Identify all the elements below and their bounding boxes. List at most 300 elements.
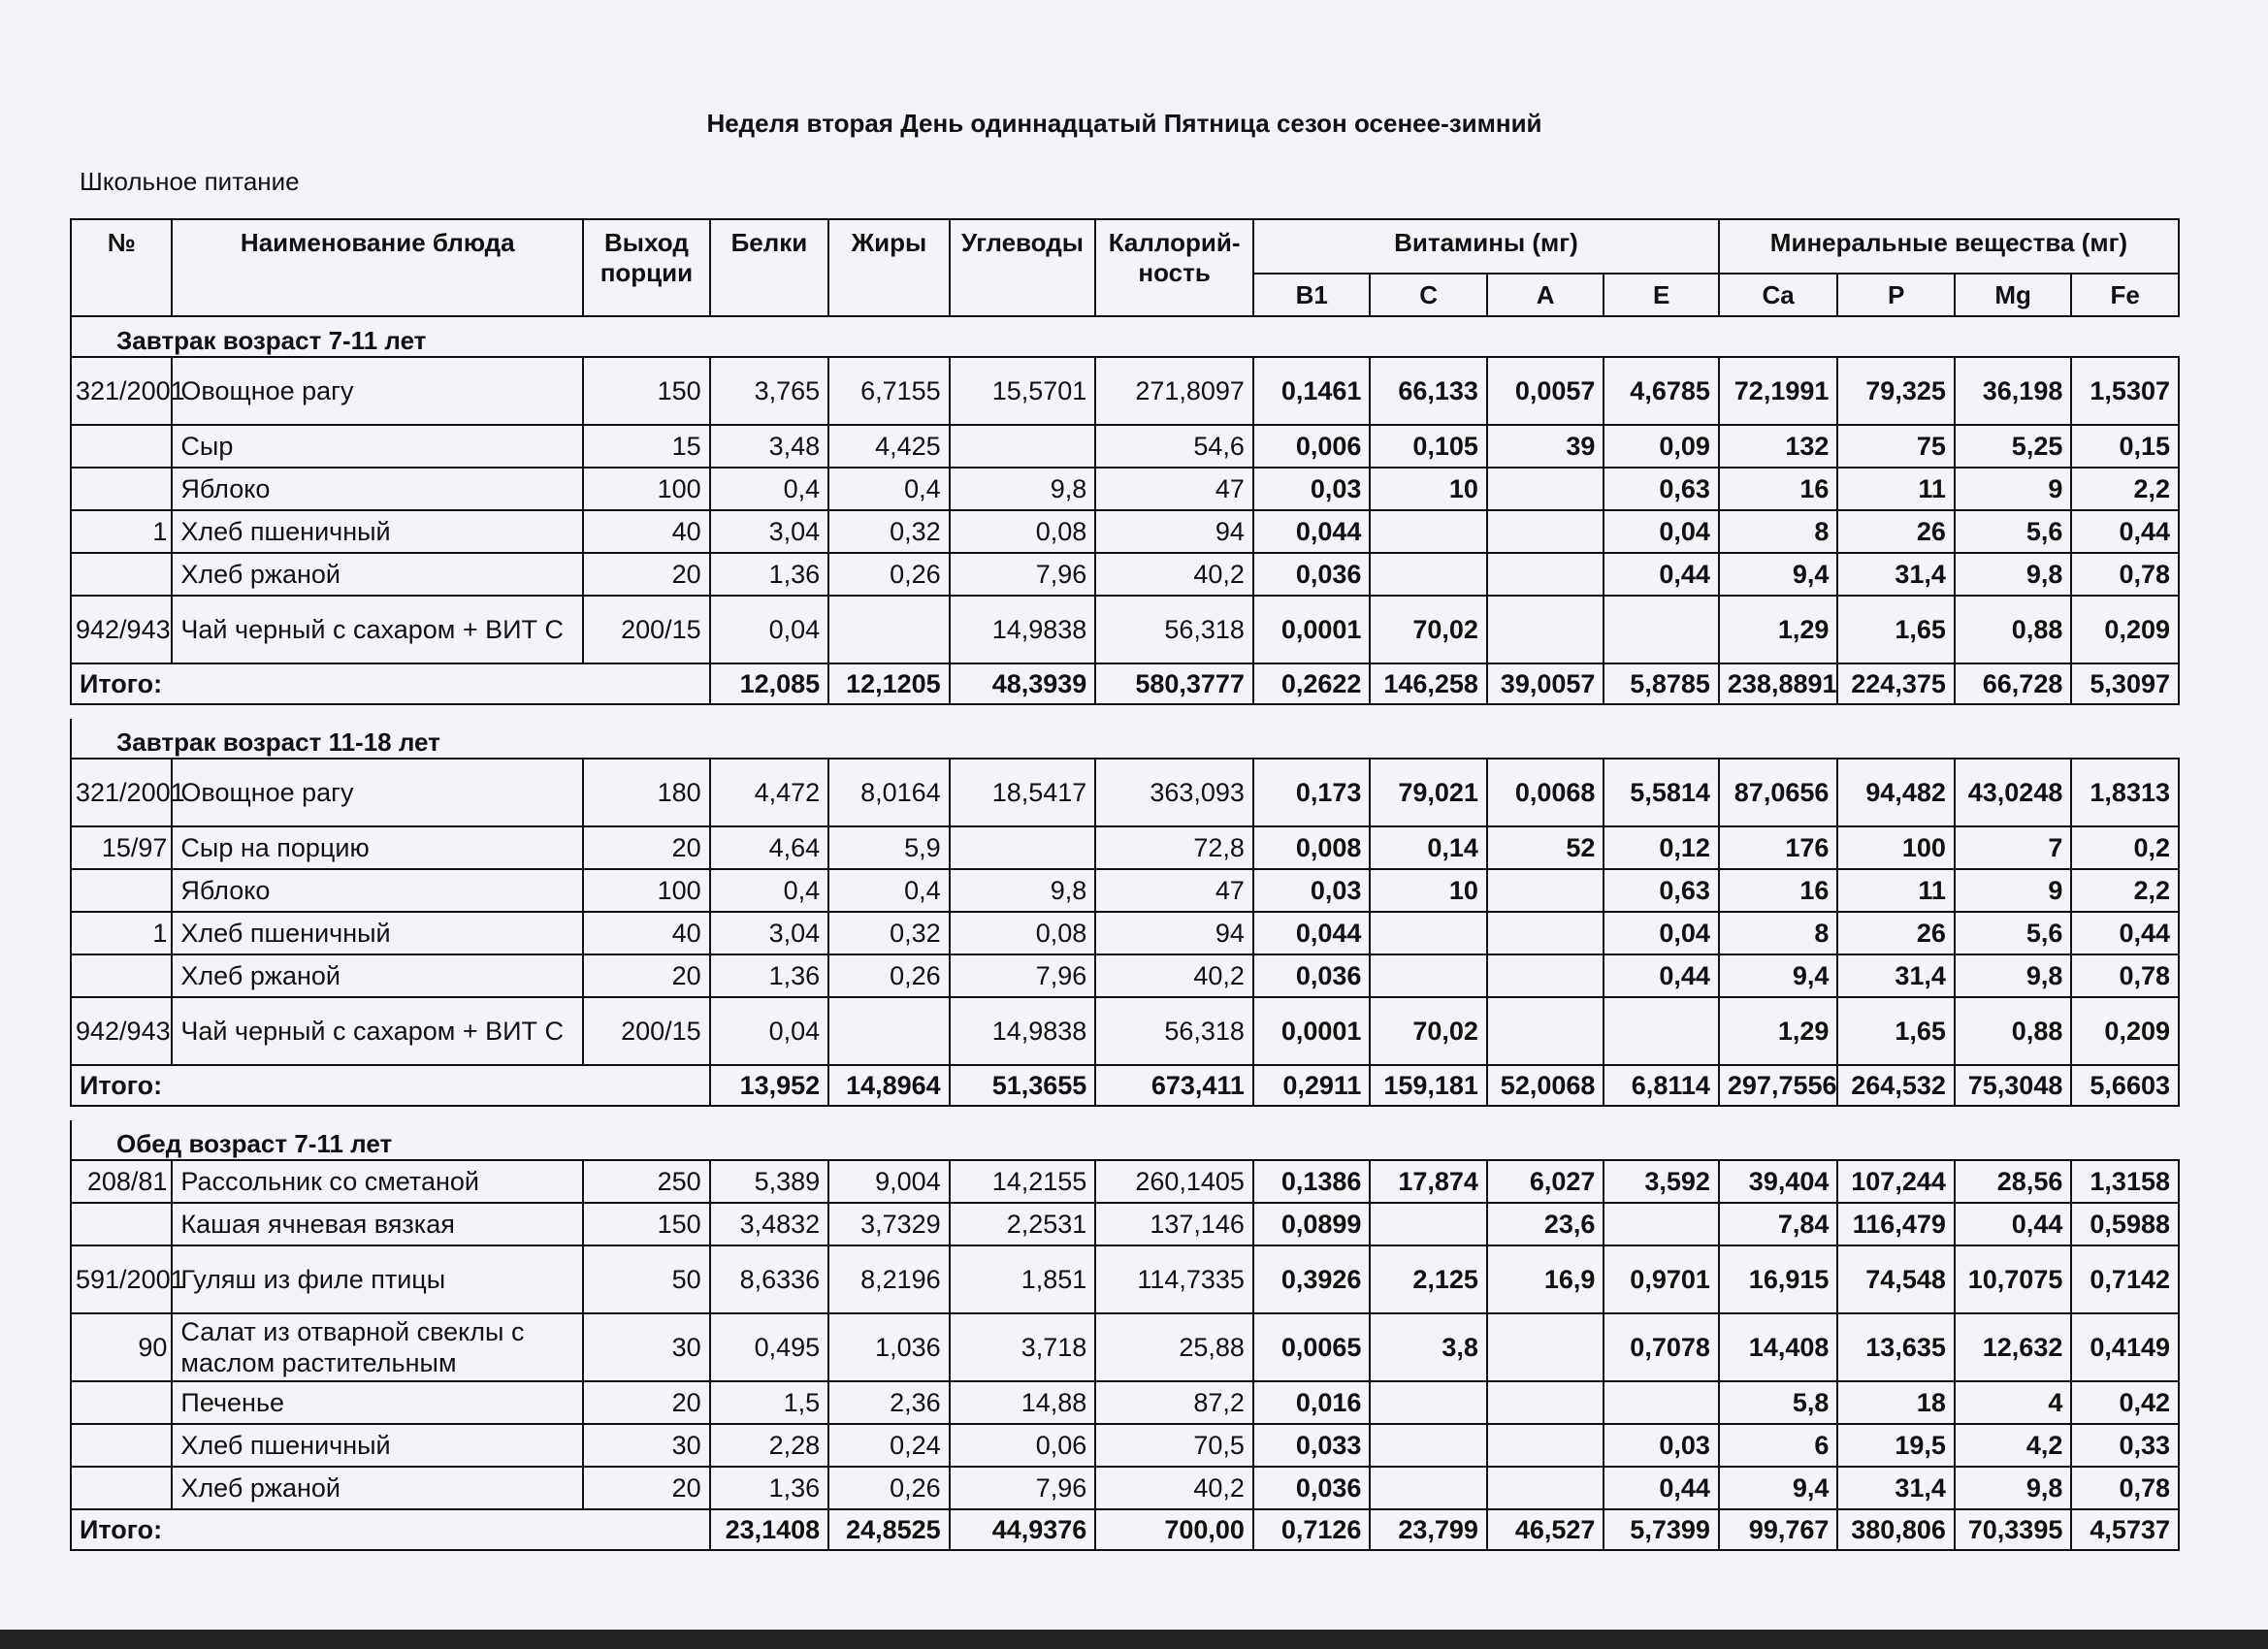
cell-fats: 0,32 bbox=[828, 912, 950, 954]
table-row bbox=[71, 596, 2179, 663]
cell-c bbox=[1370, 553, 1486, 596]
cell-mg: 0,88 bbox=[1955, 997, 2071, 1065]
dish-code: 15/97 bbox=[71, 826, 172, 869]
cell-p: 31,4 bbox=[1837, 553, 1954, 596]
cell-calories: 94 bbox=[1095, 912, 1253, 954]
dish-name: Хлеб ржаной bbox=[172, 954, 583, 997]
cell-fats: 0,32 bbox=[828, 510, 950, 553]
cell-mg: 36,198 bbox=[1955, 357, 2071, 425]
cell-e: 0,7078 bbox=[1604, 1313, 1718, 1381]
cell-a: 16,9 bbox=[1487, 1245, 1604, 1313]
cell-e: 0,04 bbox=[1604, 912, 1718, 954]
cell-ca: 7,84 bbox=[1719, 1203, 1838, 1245]
cell-e: 5,5814 bbox=[1604, 759, 1718, 826]
cell-c: 79,021 bbox=[1370, 759, 1486, 826]
total-b1: 0,2622 bbox=[1253, 663, 1370, 704]
dish-name: Хлеб пшеничный bbox=[172, 1424, 583, 1467]
cell-fats: 0,4 bbox=[828, 869, 950, 912]
cell-p: 100 bbox=[1837, 826, 1954, 869]
cell-a: 0,0057 bbox=[1487, 357, 1604, 425]
cell-calories: 40,2 bbox=[1095, 1467, 1253, 1509]
cell-proteins: 1,36 bbox=[710, 553, 829, 596]
section-title: Обед возраст 7-11 лет bbox=[71, 1120, 2179, 1160]
cell-proteins: 1,36 bbox=[710, 954, 829, 997]
cell-p: 11 bbox=[1837, 468, 1954, 510]
cell-p: 13,635 bbox=[1837, 1313, 1954, 1381]
cell-calories: 40,2 bbox=[1095, 954, 1253, 997]
cell-mg: 7 bbox=[1955, 826, 2071, 869]
total-a: 52,0068 bbox=[1487, 1065, 1604, 1106]
dish-code bbox=[71, 1467, 172, 1509]
cell-b1: 0,006 bbox=[1253, 425, 1370, 468]
cell-e: 0,9701 bbox=[1604, 1245, 1718, 1313]
cell-fats: 0,26 bbox=[828, 553, 950, 596]
cell-carbs: 3,718 bbox=[950, 1313, 1096, 1381]
spacer-cell bbox=[71, 1106, 2179, 1120]
cell-proteins: 0,495 bbox=[710, 1313, 829, 1381]
cell-a: 52 bbox=[1487, 826, 1604, 869]
cell-mg: 9 bbox=[1955, 468, 2071, 510]
cell-ca: 87,0656 bbox=[1719, 759, 1838, 826]
total-fats: 24,8525 bbox=[828, 1509, 950, 1550]
cell-p: 107,244 bbox=[1837, 1160, 1954, 1203]
total-e: 5,8785 bbox=[1604, 663, 1718, 704]
cell-calories: 40,2 bbox=[1095, 553, 1253, 596]
cell-carbs: 0,08 bbox=[950, 510, 1096, 553]
cell-fe: 1,8313 bbox=[2071, 759, 2179, 826]
cell-carbs: 2,2531 bbox=[950, 1203, 1096, 1245]
table-row bbox=[71, 826, 2179, 869]
cell-b1: 0,1386 bbox=[1253, 1160, 1370, 1203]
table-row bbox=[71, 759, 2179, 826]
total-e: 5,7399 bbox=[1604, 1509, 1718, 1550]
cell-calories: 70,5 bbox=[1095, 1424, 1253, 1467]
cell-calories: 56,318 bbox=[1095, 596, 1253, 663]
cell-mg: 12,632 bbox=[1955, 1313, 2071, 1381]
cell-b1: 0,0001 bbox=[1253, 596, 1370, 663]
total-fe: 4,5737 bbox=[2071, 1509, 2179, 1550]
table-row bbox=[71, 912, 2179, 954]
dish-name: Сыр bbox=[172, 425, 583, 468]
dish-code: 591/2001 bbox=[71, 1245, 172, 1313]
total-row bbox=[71, 663, 2179, 704]
dish-name: Овощное рагу bbox=[172, 357, 583, 425]
dish-code: 321/2001 bbox=[71, 759, 172, 826]
cell-calories: 137,146 bbox=[1095, 1203, 1253, 1245]
total-label: Итого: bbox=[71, 663, 710, 704]
cell-fe: 2,2 bbox=[2071, 468, 2179, 510]
cell-p: 11 bbox=[1837, 869, 1954, 912]
cell-mg: 28,56 bbox=[1955, 1160, 2071, 1203]
cell-p: 26 bbox=[1837, 510, 1954, 553]
cell-ca: 8 bbox=[1719, 912, 1838, 954]
dish-code bbox=[71, 1381, 172, 1424]
table-row bbox=[71, 1424, 2179, 1467]
dish-code: 942/943 bbox=[71, 596, 172, 663]
cell-a bbox=[1487, 468, 1604, 510]
header-min-fe: Fe bbox=[2071, 274, 2179, 316]
cell-proteins: 4,472 bbox=[710, 759, 829, 826]
cell-ca: 9,4 bbox=[1719, 954, 1838, 997]
dish-name: Хлеб ржаной bbox=[172, 553, 583, 596]
cell-ca: 8 bbox=[1719, 510, 1838, 553]
cell-p: 19,5 bbox=[1837, 1424, 1954, 1467]
dish-name: Хлеб ржаной bbox=[172, 1467, 583, 1509]
total-label: Итого: bbox=[71, 1065, 710, 1106]
cell-mg: 9,8 bbox=[1955, 553, 2071, 596]
dish-name: Чай черный с сахаром + ВИТ С bbox=[172, 997, 583, 1065]
header-min-p: P bbox=[1837, 274, 1954, 316]
cell-fats: 0,26 bbox=[828, 954, 950, 997]
cell-fats: 4,425 bbox=[828, 425, 950, 468]
cell-b1: 0,03 bbox=[1253, 468, 1370, 510]
cell-calories: 47 bbox=[1095, 468, 1253, 510]
cell-fats: 6,7155 bbox=[828, 357, 950, 425]
total-a: 39,0057 bbox=[1487, 663, 1604, 704]
dish-name: Печенье bbox=[172, 1381, 583, 1424]
table-row bbox=[71, 510, 2179, 553]
cell-a bbox=[1487, 997, 1604, 1065]
cell-e: 4,6785 bbox=[1604, 357, 1718, 425]
cell-c: 3,8 bbox=[1370, 1313, 1486, 1381]
table-row bbox=[71, 1467, 2179, 1509]
cell-e bbox=[1604, 1381, 1718, 1424]
cell-b1: 0,008 bbox=[1253, 826, 1370, 869]
cell-c: 10 bbox=[1370, 869, 1486, 912]
cell-b1: 0,044 bbox=[1253, 510, 1370, 553]
cell-c: 10 bbox=[1370, 468, 1486, 510]
cell-portion: 200/15 bbox=[583, 596, 710, 663]
cell-calories: 87,2 bbox=[1095, 1381, 1253, 1424]
cell-fats: 0,4 bbox=[828, 468, 950, 510]
cell-fats: 8,2196 bbox=[828, 1245, 950, 1313]
cell-ca: 6 bbox=[1719, 1424, 1838, 1467]
cell-ca: 16 bbox=[1719, 869, 1838, 912]
cell-fe: 1,5307 bbox=[2071, 357, 2179, 425]
cell-carbs: 9,8 bbox=[950, 468, 1096, 510]
cell-a: 39 bbox=[1487, 425, 1604, 468]
header-vit-e: E bbox=[1604, 274, 1718, 316]
dish-name: Кашая ячневая вязкая bbox=[172, 1203, 583, 1245]
cell-mg: 9,8 bbox=[1955, 954, 2071, 997]
header-no: № bbox=[71, 219, 172, 316]
dish-name: Чай черный с сахаром + ВИТ С bbox=[172, 596, 583, 663]
total-e: 6,8114 bbox=[1604, 1065, 1718, 1106]
dish-code: 942/943 bbox=[71, 997, 172, 1065]
dish-name: Гуляш из филе птицы bbox=[172, 1245, 583, 1313]
total-calories: 700,00 bbox=[1095, 1509, 1253, 1550]
cell-p: 1,65 bbox=[1837, 997, 1954, 1065]
cell-c bbox=[1370, 510, 1486, 553]
cell-calories: 94 bbox=[1095, 510, 1253, 553]
cell-a bbox=[1487, 1313, 1604, 1381]
cell-fats: 5,9 bbox=[828, 826, 950, 869]
cell-p: 116,479 bbox=[1837, 1203, 1954, 1245]
cell-proteins: 8,6336 bbox=[710, 1245, 829, 1313]
cell-e: 0,63 bbox=[1604, 468, 1718, 510]
cell-proteins: 2,28 bbox=[710, 1424, 829, 1467]
scan-edge bbox=[0, 1630, 2268, 1649]
cell-c bbox=[1370, 1424, 1486, 1467]
cell-carbs: 18,5417 bbox=[950, 759, 1096, 826]
cell-portion: 20 bbox=[583, 553, 710, 596]
cell-c bbox=[1370, 1467, 1486, 1509]
cell-p: 31,4 bbox=[1837, 1467, 1954, 1509]
cell-portion: 150 bbox=[583, 1203, 710, 1245]
cell-e bbox=[1604, 596, 1718, 663]
page-title: Неделя вторая День одиннадцатый Пятница сезон осенее-зимний bbox=[706, 109, 1542, 138]
table-row bbox=[71, 1313, 2179, 1381]
cell-portion: 20 bbox=[583, 1467, 710, 1509]
cell-carbs: 14,9838 bbox=[950, 997, 1096, 1065]
cell-c: 17,874 bbox=[1370, 1160, 1486, 1203]
cell-proteins: 1,5 bbox=[710, 1381, 829, 1424]
cell-fe: 0,33 bbox=[2071, 1424, 2179, 1467]
cell-carbs: 15,5701 bbox=[950, 357, 1096, 425]
cell-portion: 40 bbox=[583, 912, 710, 954]
cell-carbs bbox=[950, 826, 1096, 869]
cell-p: 94,482 bbox=[1837, 759, 1954, 826]
cell-p: 75 bbox=[1837, 425, 1954, 468]
dish-name: Хлеб пшеничный bbox=[172, 510, 583, 553]
cell-e: 0,63 bbox=[1604, 869, 1718, 912]
cell-carbs: 14,88 bbox=[950, 1381, 1096, 1424]
cell-fats: 0,24 bbox=[828, 1424, 950, 1467]
cell-portion: 180 bbox=[583, 759, 710, 826]
cell-ca: 1,29 bbox=[1719, 997, 1838, 1065]
total-label: Итого: bbox=[71, 1509, 710, 1550]
cell-portion: 100 bbox=[583, 468, 710, 510]
dish-name: Рассольник со сметаной bbox=[172, 1160, 583, 1203]
cell-mg: 4 bbox=[1955, 1381, 2071, 1424]
dish-code: 90 bbox=[71, 1313, 172, 1381]
cell-e: 0,12 bbox=[1604, 826, 1718, 869]
cell-mg: 4,2 bbox=[1955, 1424, 2071, 1467]
cell-fats: 3,7329 bbox=[828, 1203, 950, 1245]
cell-fats: 1,036 bbox=[828, 1313, 950, 1381]
cell-proteins: 3,4832 bbox=[710, 1203, 829, 1245]
cell-fe: 0,44 bbox=[2071, 510, 2179, 553]
cell-mg: 0,88 bbox=[1955, 596, 2071, 663]
table-row bbox=[71, 1381, 2179, 1424]
cell-ca: 14,408 bbox=[1719, 1313, 1838, 1381]
cell-carbs: 1,851 bbox=[950, 1245, 1096, 1313]
cell-calories: 114,7335 bbox=[1095, 1245, 1253, 1313]
cell-fe: 0,15 bbox=[2071, 425, 2179, 468]
cell-ca: 1,29 bbox=[1719, 596, 1838, 663]
section-header bbox=[71, 719, 2179, 759]
cell-ca: 9,4 bbox=[1719, 553, 1838, 596]
header-vit-b1: B1 bbox=[1253, 274, 1370, 316]
cell-a bbox=[1487, 869, 1604, 912]
cell-mg: 43,0248 bbox=[1955, 759, 2071, 826]
cell-c bbox=[1370, 912, 1486, 954]
cell-mg: 5,6 bbox=[1955, 510, 2071, 553]
total-calories: 673,411 bbox=[1095, 1065, 1253, 1106]
dish-code bbox=[71, 1424, 172, 1467]
cell-carbs: 7,96 bbox=[950, 1467, 1096, 1509]
total-b1: 0,7126 bbox=[1253, 1509, 1370, 1550]
cell-b1: 0,0899 bbox=[1253, 1203, 1370, 1245]
nutrition-table bbox=[70, 218, 2180, 1551]
table-row bbox=[71, 1160, 2179, 1203]
cell-carbs: 9,8 bbox=[950, 869, 1096, 912]
cell-c: 2,125 bbox=[1370, 1245, 1486, 1313]
cell-ca: 16,915 bbox=[1719, 1245, 1838, 1313]
total-fats: 12,1205 bbox=[828, 663, 950, 704]
cell-fe: 2,2 bbox=[2071, 869, 2179, 912]
header-min-mg: Mg bbox=[1955, 274, 2071, 316]
dish-code bbox=[71, 553, 172, 596]
cell-mg: 9,8 bbox=[1955, 1467, 2071, 1509]
cell-carbs: 14,9838 bbox=[950, 596, 1096, 663]
cell-carbs: 14,2155 bbox=[950, 1160, 1096, 1203]
total-a: 46,527 bbox=[1487, 1509, 1604, 1550]
cell-p: 31,4 bbox=[1837, 954, 1954, 997]
cell-e: 0,44 bbox=[1604, 553, 1718, 596]
table-row bbox=[71, 553, 2179, 596]
cell-fats: 9,004 bbox=[828, 1160, 950, 1203]
cell-carbs: 0,06 bbox=[950, 1424, 1096, 1467]
cell-b1: 0,03 bbox=[1253, 869, 1370, 912]
total-p: 264,532 bbox=[1837, 1065, 1954, 1106]
cell-ca: 5,8 bbox=[1719, 1381, 1838, 1424]
cell-calories: 25,88 bbox=[1095, 1313, 1253, 1381]
total-proteins: 12,085 bbox=[710, 663, 829, 704]
cell-portion: 200/15 bbox=[583, 997, 710, 1065]
cell-ca: 132 bbox=[1719, 425, 1838, 468]
cell-portion: 20 bbox=[583, 826, 710, 869]
cell-c: 0,14 bbox=[1370, 826, 1486, 869]
cell-a bbox=[1487, 553, 1604, 596]
table-row bbox=[71, 1245, 2179, 1313]
cell-c bbox=[1370, 954, 1486, 997]
cell-c bbox=[1370, 1381, 1486, 1424]
cell-portion: 150 bbox=[583, 357, 710, 425]
cell-a bbox=[1487, 510, 1604, 553]
total-fats: 14,8964 bbox=[828, 1065, 950, 1106]
cell-b1: 0,1461 bbox=[1253, 357, 1370, 425]
cell-ca: 39,404 bbox=[1719, 1160, 1838, 1203]
header-portion: Выход порции bbox=[583, 219, 710, 316]
total-c: 159,181 bbox=[1370, 1065, 1486, 1106]
cell-proteins: 3,04 bbox=[710, 510, 829, 553]
total-carbs: 51,3655 bbox=[950, 1065, 1096, 1106]
table-row bbox=[71, 1203, 2179, 1245]
cell-portion: 100 bbox=[583, 869, 710, 912]
cell-c: 0,105 bbox=[1370, 425, 1486, 468]
cell-fe: 0,209 bbox=[2071, 997, 2179, 1065]
cell-fe: 0,5988 bbox=[2071, 1203, 2179, 1245]
cell-proteins: 0,04 bbox=[710, 596, 829, 663]
cell-c bbox=[1370, 1203, 1486, 1245]
cell-fats: 2,36 bbox=[828, 1381, 950, 1424]
total-row bbox=[71, 1065, 2179, 1106]
cell-c: 70,02 bbox=[1370, 596, 1486, 663]
cell-b1: 0,036 bbox=[1253, 1467, 1370, 1509]
cell-e: 3,592 bbox=[1604, 1160, 1718, 1203]
dish-name: Овощное рагу bbox=[172, 759, 583, 826]
total-ca: 99,767 bbox=[1719, 1509, 1838, 1550]
header-vit-c: C bbox=[1370, 274, 1486, 316]
header-proteins: Белки bbox=[710, 219, 829, 316]
cell-calories: 72,8 bbox=[1095, 826, 1253, 869]
cell-b1: 0,036 bbox=[1253, 954, 1370, 997]
cell-carbs: 7,96 bbox=[950, 553, 1096, 596]
section-header bbox=[71, 316, 2179, 357]
cell-mg: 9 bbox=[1955, 869, 2071, 912]
cell-ca: 176 bbox=[1719, 826, 1838, 869]
cell-fe: 0,209 bbox=[2071, 596, 2179, 663]
total-proteins: 23,1408 bbox=[710, 1509, 829, 1550]
cell-e: 0,44 bbox=[1604, 954, 1718, 997]
cell-b1: 0,0001 bbox=[1253, 997, 1370, 1065]
dish-code: 321/2001 bbox=[71, 357, 172, 425]
cell-ca: 16 bbox=[1719, 468, 1838, 510]
cell-mg: 5,6 bbox=[1955, 912, 2071, 954]
total-mg: 75,3048 bbox=[1955, 1065, 2071, 1106]
cell-a bbox=[1487, 954, 1604, 997]
header-calories: Каллорий-ность bbox=[1095, 219, 1253, 316]
cell-carbs bbox=[950, 425, 1096, 468]
table-row bbox=[71, 997, 2179, 1065]
cell-e: 0,03 bbox=[1604, 1424, 1718, 1467]
cell-fe: 0,2 bbox=[2071, 826, 2179, 869]
cell-ca: 9,4 bbox=[1719, 1467, 1838, 1509]
cell-proteins: 5,389 bbox=[710, 1160, 829, 1203]
total-ca: 297,7556 bbox=[1719, 1065, 1838, 1106]
cell-e bbox=[1604, 1203, 1718, 1245]
cell-fe: 0,42 bbox=[2071, 1381, 2179, 1424]
cell-ca: 72,1991 bbox=[1719, 357, 1838, 425]
total-mg: 66,728 bbox=[1955, 663, 2071, 704]
total-carbs: 44,9376 bbox=[950, 1509, 1096, 1550]
page-subtitle: Школьное питание bbox=[80, 167, 300, 196]
table-row bbox=[71, 869, 2179, 912]
cell-carbs: 0,08 bbox=[950, 912, 1096, 954]
cell-a bbox=[1487, 1381, 1604, 1424]
header-fats: Жиры bbox=[828, 219, 950, 316]
cell-proteins: 0,4 bbox=[710, 869, 829, 912]
section-header bbox=[71, 1120, 2179, 1160]
total-c: 23,799 bbox=[1370, 1509, 1486, 1550]
cell-c: 66,133 bbox=[1370, 357, 1486, 425]
cell-e: 0,09 bbox=[1604, 425, 1718, 468]
section-title: Завтрак возраст 11-18 лет bbox=[71, 719, 2179, 759]
header-carbs: Углеводы bbox=[950, 219, 1096, 316]
total-carbs: 48,3939 bbox=[950, 663, 1096, 704]
cell-fe: 0,4149 bbox=[2071, 1313, 2179, 1381]
table-body bbox=[71, 316, 2179, 1550]
header-name: Наименование блюда bbox=[172, 219, 583, 316]
cell-fe: 1,3158 bbox=[2071, 1160, 2179, 1203]
cell-b1: 0,3926 bbox=[1253, 1245, 1370, 1313]
cell-portion: 15 bbox=[583, 425, 710, 468]
cell-calories: 56,318 bbox=[1095, 997, 1253, 1065]
cell-proteins: 3,765 bbox=[710, 357, 829, 425]
header-min-ca: Ca bbox=[1719, 274, 1838, 316]
total-b1: 0,2911 bbox=[1253, 1065, 1370, 1106]
cell-mg: 5,25 bbox=[1955, 425, 2071, 468]
dish-code bbox=[71, 869, 172, 912]
dish-name: Хлеб пшеничный bbox=[172, 912, 583, 954]
cell-proteins: 0,04 bbox=[710, 997, 829, 1065]
cell-mg: 10,7075 bbox=[1955, 1245, 2071, 1313]
cell-e bbox=[1604, 997, 1718, 1065]
table-row bbox=[71, 425, 2179, 468]
cell-fats bbox=[828, 596, 950, 663]
total-proteins: 13,952 bbox=[710, 1065, 829, 1106]
